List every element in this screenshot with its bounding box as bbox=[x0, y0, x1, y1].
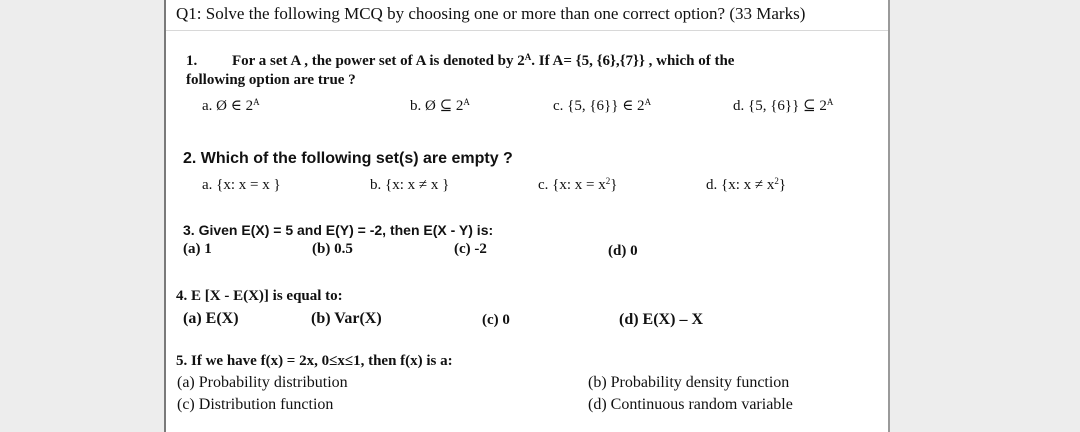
q1-number: 1. bbox=[186, 53, 198, 69]
q3-option-c[interactable]: (c) -2 bbox=[454, 241, 487, 257]
q5-option-b[interactable]: (b) Probability density function bbox=[588, 374, 790, 391]
q1-option-a[interactable]: a. Ø ∈ $2^A$ bbox=[202, 97, 260, 114]
q2-stem: 2. Which of the following set(s) are empty ? bbox=[183, 150, 513, 167]
q1-stem-line2: following option are true ? bbox=[186, 72, 356, 88]
header-separator bbox=[166, 30, 888, 31]
q2-option-a[interactable]: a. {x: x = x } bbox=[202, 177, 281, 193]
q4-option-a[interactable]: (a) E(X) bbox=[183, 310, 239, 327]
page-title: Q1: Solve the following MCQ by choosing one or more than one correct option? (33 Marks) bbox=[176, 4, 806, 23]
q5-stem: 5. If we have f(x) = 2x, 0≤x≤1, then f(x) is a: bbox=[176, 353, 453, 369]
q3-option-d[interactable]: (d) 0 bbox=[608, 243, 638, 259]
q5-option-d[interactable]: (d) Continuous random variable bbox=[588, 396, 793, 413]
q3-option-b[interactable]: (b) 0.5 bbox=[312, 241, 353, 257]
q3-stem: 3. Given E(X) = 5 and E(Y) = -2, then E(X - Y) is: bbox=[183, 222, 494, 238]
q1-stem-line1: For a set A , the power set of A is denoted by $2^A$. If A= {5, {6},{7}} , which of the bbox=[232, 52, 735, 69]
q1-option-c[interactable]: c. {5, {6}} ∈ $2^A$ bbox=[553, 97, 652, 114]
q2-option-b[interactable]: b. {x: x ≠ x } bbox=[370, 177, 450, 193]
q2-option-d[interactable]: d. {x: $x \ne x^2$} bbox=[706, 176, 787, 193]
q4-option-c[interactable]: (c) 0 bbox=[482, 312, 510, 328]
q2-option-c[interactable]: c. {x: $x = x^2$} bbox=[538, 176, 618, 193]
q4-stem: 4. E [X - E(X)] is equal to: bbox=[176, 288, 343, 304]
q1-option-b[interactable]: b. Ø ⊆ $2^A$ bbox=[410, 97, 470, 114]
q4-option-d[interactable]: (d) E(X) – X bbox=[619, 311, 703, 328]
q5-option-c[interactable]: (c) Distribution function bbox=[177, 396, 334, 413]
q1-option-d[interactable]: d. {5, {6}} ⊆ $2^A$ bbox=[733, 97, 834, 114]
q5-option-a[interactable]: (a) Probability distribution bbox=[177, 374, 348, 391]
q4-option-b[interactable]: (b) Var(X) bbox=[311, 310, 382, 327]
q3-option-a[interactable]: (a) 1 bbox=[183, 241, 212, 257]
